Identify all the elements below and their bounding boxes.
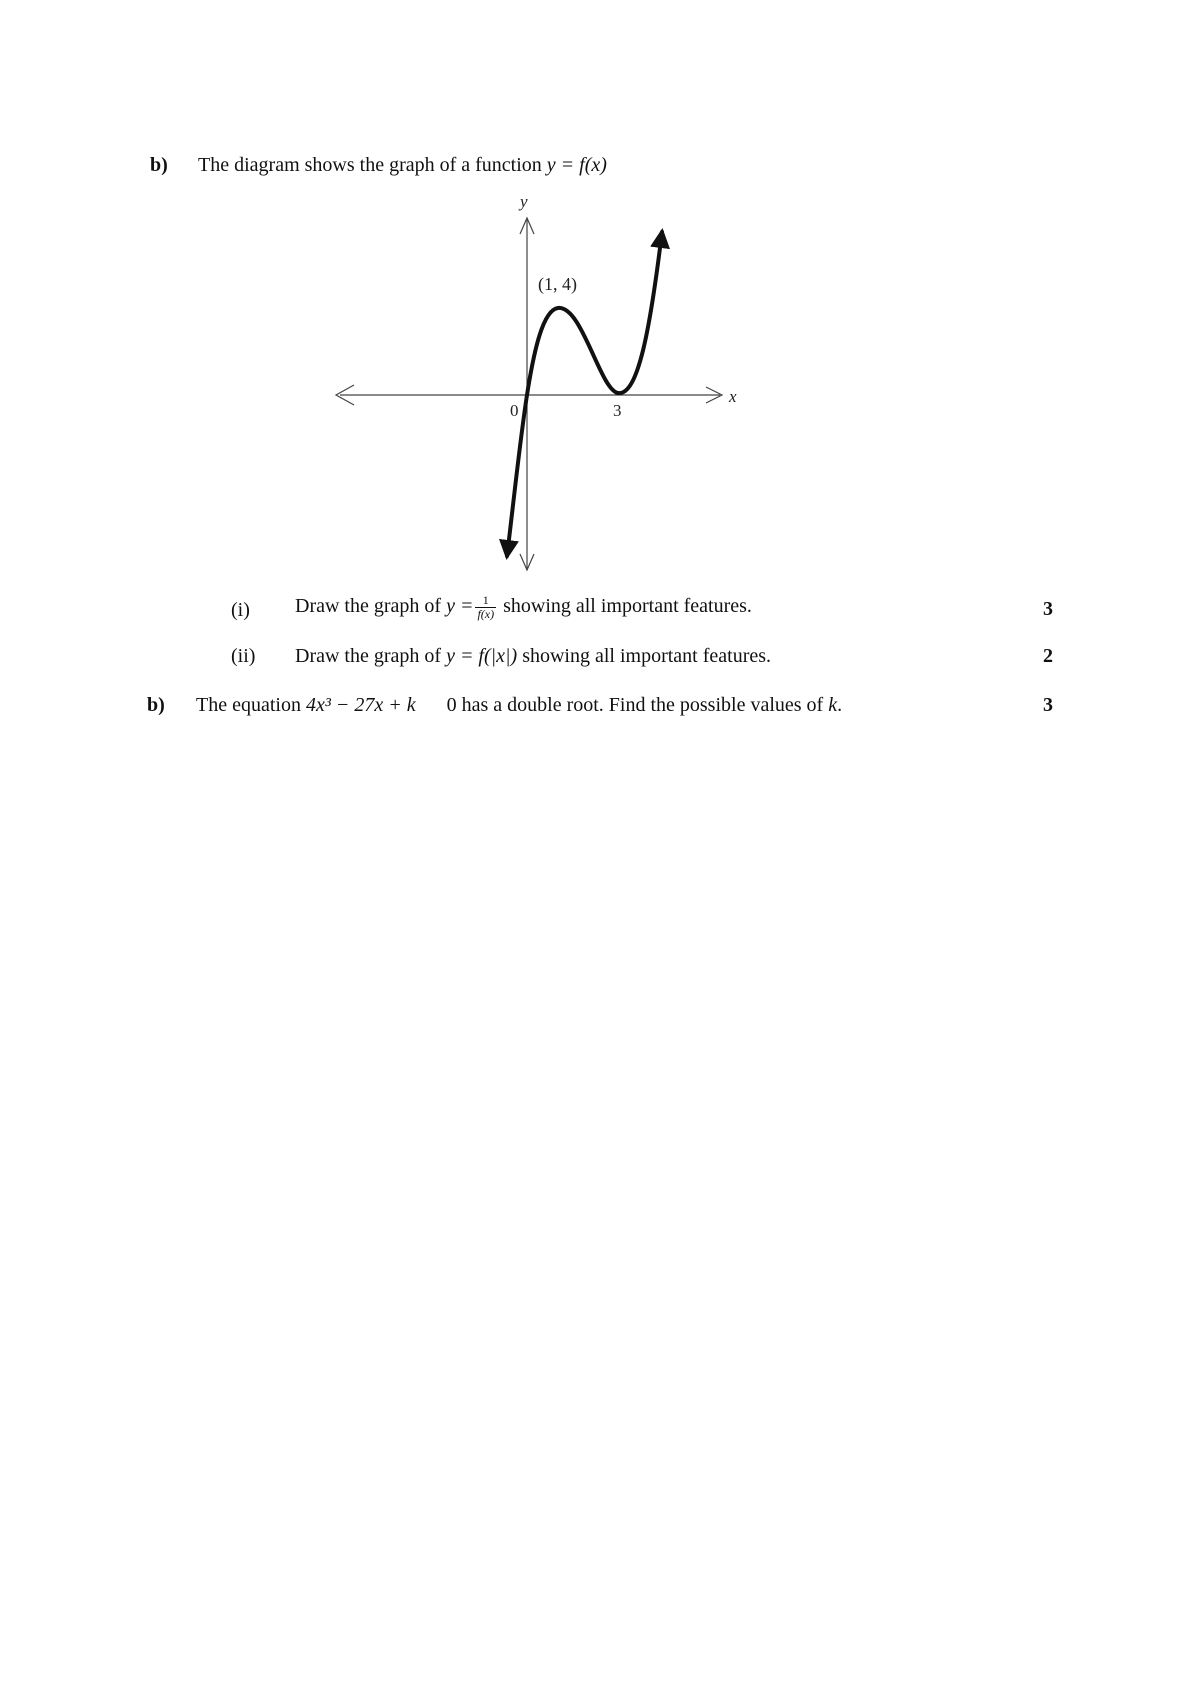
part-i-eq-prefix: y = <box>446 595 474 618</box>
part-ii-marks: 2 <box>1043 645 1053 667</box>
y-axis-label: y <box>520 192 528 211</box>
question-2-end: . <box>837 694 843 716</box>
fraction-numerator: 1 <box>475 594 496 608</box>
question-2-text <box>196 694 842 717</box>
question-2-text-before: The equation <box>196 694 301 716</box>
fraction-denominator: f(x) <box>477 607 495 621</box>
part-ii-number: (ii) <box>231 645 256 667</box>
part-ii-text-before: Draw the graph of <box>295 645 442 667</box>
reciprocal-fraction <box>475 594 496 621</box>
question-2-label: b) <box>147 694 165 716</box>
question-2-marks: 3 <box>1043 694 1053 716</box>
root-label: 3 <box>613 401 622 420</box>
origin-label: 0 <box>510 401 519 420</box>
part-i-text <box>295 594 752 621</box>
part-i-text-after: showing all important features. <box>503 595 752 618</box>
question-2-text-after: 0 has a double root. Find the possible values of <box>446 694 824 716</box>
part-i-text-before: Draw the graph of <box>295 595 442 618</box>
function-equation: y = f(x) <box>546 154 607 176</box>
question-text-body: The diagram shows the graph of a function <box>198 154 542 176</box>
x-axis-label: x <box>729 387 737 406</box>
question-text <box>198 154 607 177</box>
part-i-number: (i) <box>231 599 250 621</box>
part-ii-equation: y = f(|x|) <box>446 645 518 667</box>
part-ii-text-after: showing all important features. <box>522 645 772 667</box>
variable-k: k <box>828 694 838 716</box>
part-ii-text <box>295 645 771 668</box>
question-label: b) <box>150 154 168 176</box>
function-curve <box>507 232 662 556</box>
function-graph <box>320 180 750 580</box>
part-i-marks: 3 <box>1043 598 1053 620</box>
max-point-label: (1, 4) <box>538 274 577 294</box>
cubic-equation: 4x³ − 27x + k <box>305 694 416 716</box>
